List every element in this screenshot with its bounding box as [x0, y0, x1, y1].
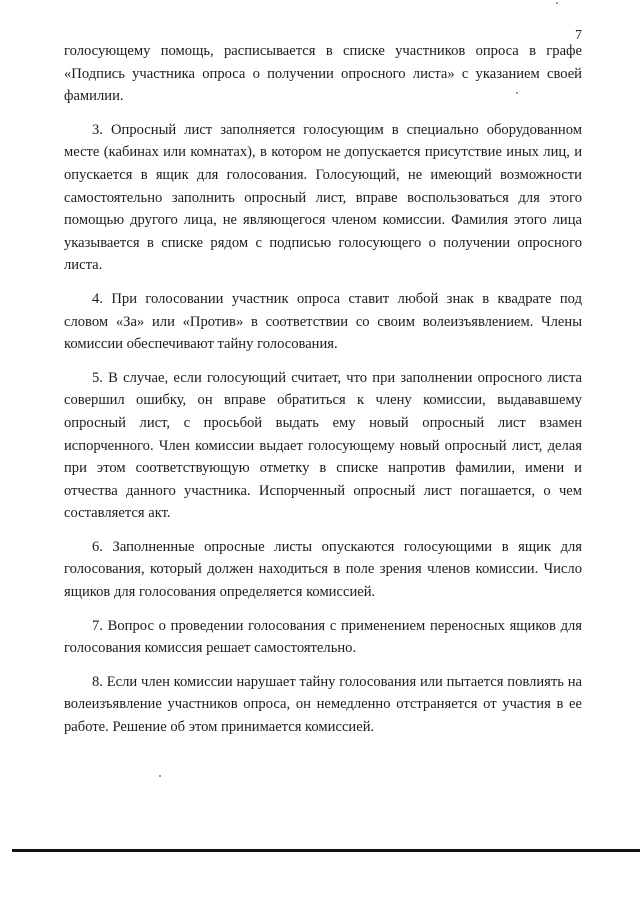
paragraph-item-6: 6. Заполненные опросные листы опускаются голосующими в ящик для голосования, который должен находиться в поле зрения членов комиссии. Число ящиков для голосования определяется комиссией. [64, 538, 582, 601]
bottom-rule [12, 849, 640, 852]
scan-speck [556, 2, 558, 4]
scan-speck [516, 92, 518, 94]
paragraph-continuation: голосующему помощь, расписывается в списке участников опроса в графе «Подпись участника опроса о получении опросного листа» с указанием своей фамилии. [64, 43, 582, 105]
paragraph-item-5: 5. В случае, если голосующий считает, что при заполнении опросного листа совершил ошибку, он вправе обратиться к члену комиссии, выдававшему опросный лист, с просьбой выдать ему новый опросный лист взамен испорченного. Член комиссии выдает голосующему новый опросный лист, делая при этом соответствующую отметку в списке напротив фамилии, имени и отчества данного участника. Испорченный опросный лист погашается, о чем составляется акт. [64, 369, 582, 522]
scan-speck [159, 775, 161, 777]
paragraph-item-7: 7. Вопрос о проведении голосования с применением переносных ящиков для голосования комиссия решает самостоятельно. [64, 617, 582, 657]
paragraph-item-8: 8. Если член комиссии нарушает тайну голосования или пытается повлиять на волеизъявление участников опроса, он немедленно отстраняется от участия в ее работе. Решение об этом принимается комиссией. [64, 673, 582, 736]
paragraph-item-4: 4. При голосовании участник опроса ставит любой знак в квадрате под словом «За» или «Против» в соответствии со своим волеизъявлением. Члены комиссии обеспечивают тайну голосования. [64, 290, 582, 353]
paragraph-item-3: 3. Опросный лист заполняется голосующим в специально оборудованном месте (кабинах или комнатах), в котором не допускается присутствие иных лиц, и опускается в ящик для голосования. Голосующий, не имеющий возможности самостоятельно заполнить опросный лист, вправе воспользоваться для этого помощью другого лица, не являющегося членом комиссии. Фамилия этого лица указывается в списке рядом с подписью голосующего о получении опросного листа. [64, 121, 582, 274]
page-number: 7 [575, 28, 582, 43]
document-body [64, 40, 582, 739]
